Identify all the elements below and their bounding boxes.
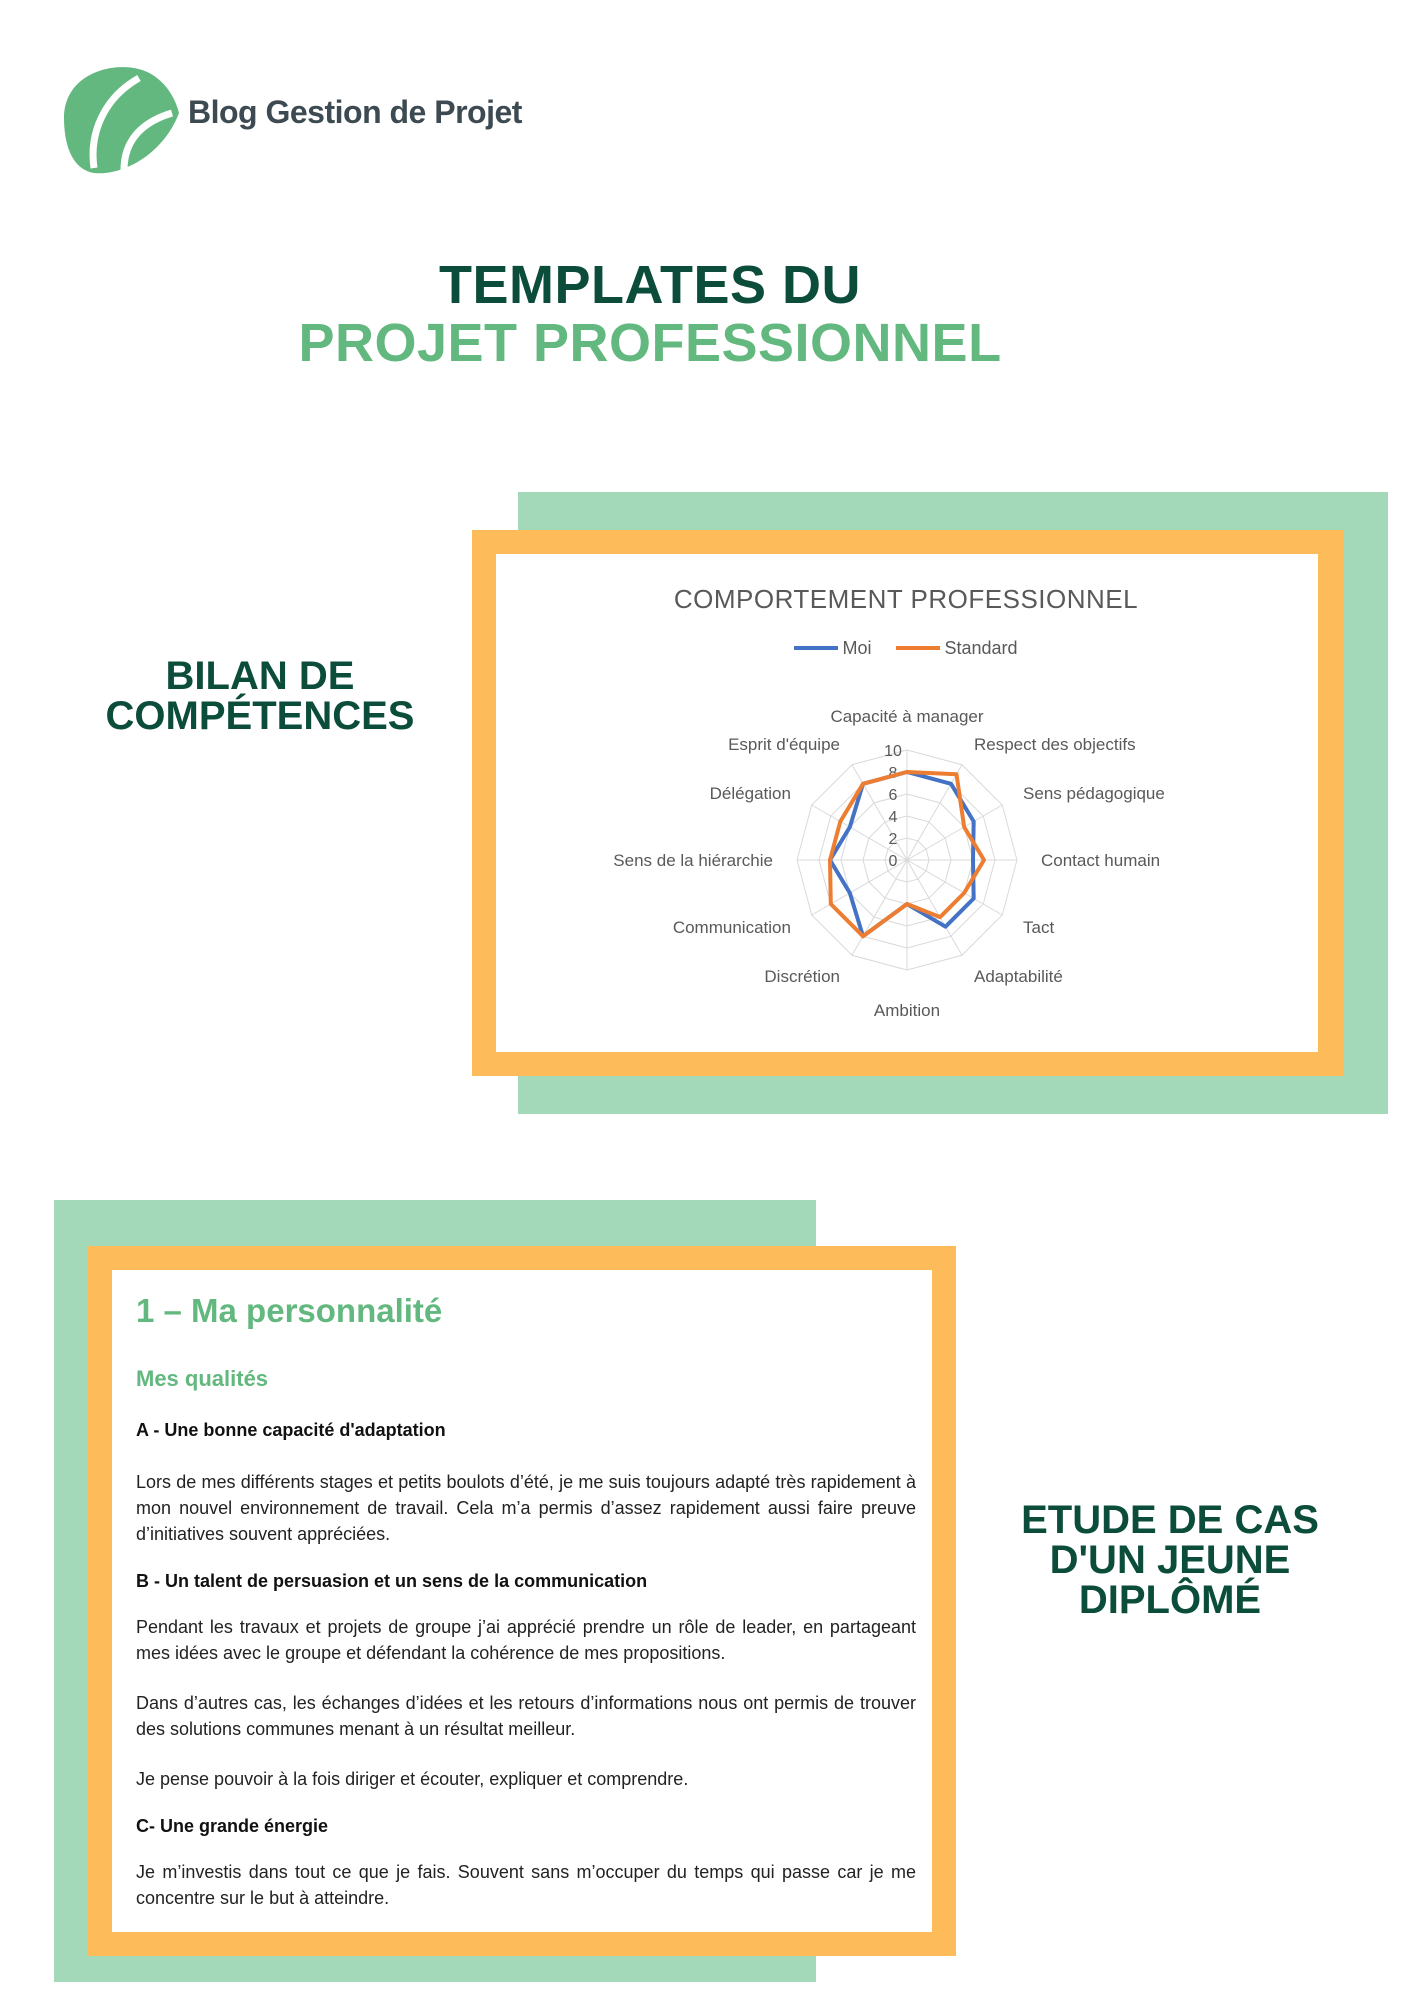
quality-b-text-3: Je pense pouvoir à la fois diriger et écouter, expliquer et comprendre. bbox=[136, 1769, 689, 1789]
quality-c-text: Je m’investis dans tout ce que je fais. Souvent sans m’occuper du temps qui passe car je me concentre sur le but à atteindre. bbox=[136, 1862, 916, 1908]
section-label-etude-line-3: DIPLÔMÉ bbox=[1078, 1578, 1262, 1622]
section-label-bilan-line-1: BILAN DE bbox=[165, 654, 355, 698]
radar-category-label: Respect des objectifs bbox=[974, 734, 1136, 754]
radar-tick-label: 0 bbox=[888, 853, 898, 870]
quality-a-text: Lors de mes différents stages et petits boulots d’été, je me suis toujours adapté très rapidement à mon nouvel environnement de travail. Cela m’a permis d’assez rapidement aussi faire preuve d’initiatives souvent appréciées. bbox=[136, 1472, 916, 1544]
radar-category-label: Sens de la hiérarchie bbox=[613, 851, 773, 870]
section-label-bilan-line-2: COMPÉTENCES bbox=[105, 694, 415, 738]
document-content bbox=[136, 1292, 916, 1935]
radar-category-label: Tact bbox=[1023, 918, 1055, 937]
radar-category-label: Communication bbox=[672, 918, 791, 937]
radar-chart bbox=[496, 554, 1318, 1052]
document-subheading: Mes qualités bbox=[136, 1366, 269, 1391]
section-label-etude bbox=[1000, 1500, 1340, 1620]
brand-logo[interactable] bbox=[54, 58, 522, 178]
radar-tick-label: 4 bbox=[888, 809, 898, 826]
radar-category-label: Capacité à manager bbox=[830, 707, 984, 726]
chart-title: COMPORTEMENT PROFESSIONNEL bbox=[673, 584, 1139, 614]
radar-category-label: Délégation bbox=[709, 784, 791, 803]
radar-category-label: Sens pédagogique bbox=[1023, 784, 1165, 803]
page-title bbox=[0, 256, 1300, 372]
radar-tick-label: 8 bbox=[888, 765, 898, 782]
quality-b-title: B - Un talent de persuasion et un sens de la communication bbox=[136, 1571, 648, 1591]
document-heading: 1 – Ma personnalité bbox=[136, 1292, 443, 1329]
radar-category-label: Adaptabilité bbox=[974, 967, 1063, 987]
legend-label-standard: Standard bbox=[944, 637, 1018, 658]
title-line-2: PROJET PROFESSIONNEL bbox=[298, 313, 1002, 373]
chart-card bbox=[496, 554, 1318, 1052]
document-card bbox=[112, 1270, 932, 1932]
radar-category-label: Ambition bbox=[873, 1001, 941, 1020]
radar-category-label: Esprit d'équipe bbox=[728, 734, 840, 754]
section-label-etude-line-1: ETUDE DE CAS bbox=[1021, 1498, 1319, 1542]
radar-series-line-moi bbox=[830, 772, 974, 936]
quality-b-text-1: Pendant les travaux et projets de groupe j’ai apprécié prendre un rôle de leader, en partageant mes idées avec le groupe et défendant la cohérence de mes propositions. bbox=[136, 1617, 916, 1663]
quality-b-text-2: Dans d’autres cas, les échanges d’idées et les retours d’informations nous ont permis de trouver des solutions communes menant à un résultat meilleur. bbox=[136, 1693, 916, 1739]
radar-category-label: Discrétion bbox=[764, 967, 840, 987]
brand-name: Blog Gestion de Projet bbox=[188, 94, 522, 130]
quality-c-title: C- Une grande énergie bbox=[136, 1816, 329, 1836]
radar-category-label: Contact humain bbox=[1041, 851, 1161, 870]
radar-tick-label: 2 bbox=[888, 831, 898, 848]
legend-label-moi: Moi bbox=[842, 637, 872, 658]
quality-a-title: A - Une bonne capacité d'adaptation bbox=[136, 1420, 446, 1440]
section-label-bilan bbox=[60, 656, 460, 736]
radar-tick-label: 6 bbox=[888, 787, 898, 804]
radar-tick-label: 10 bbox=[884, 743, 902, 760]
section-label-etude-line-2: D'UN JEUNE bbox=[1049, 1538, 1291, 1582]
title-line-1: TEMPLATES DU bbox=[439, 255, 861, 315]
logo-leaf-icon bbox=[54, 58, 184, 178]
